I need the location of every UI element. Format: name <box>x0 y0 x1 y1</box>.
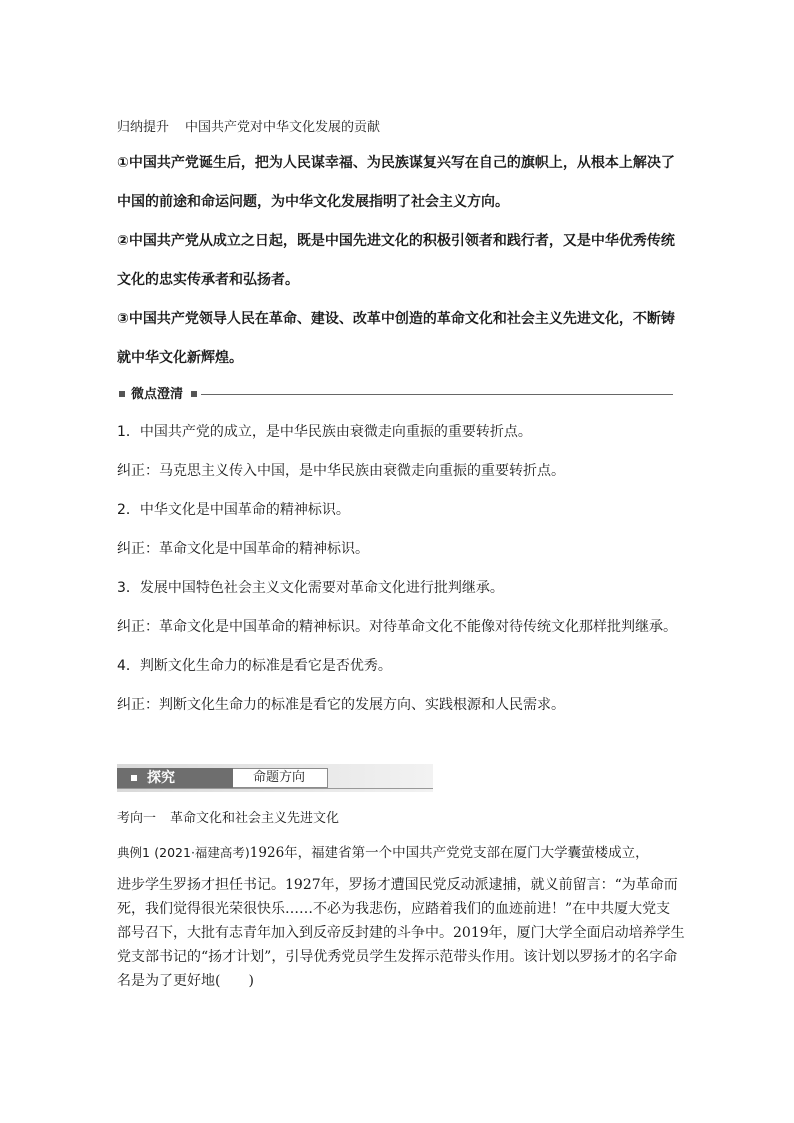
clarify-claim-3: 3．发展中国特色社会主义文化需要对革命文化进行批判继承。 <box>117 580 504 596</box>
clarify-section-header <box>117 385 673 405</box>
clarify-fix-1: 纠正：马克思主义传入中国，是中华民族由衰微走向重振的重要转折点。 <box>117 463 565 479</box>
summary-heading <box>117 118 380 138</box>
proposition-direction-tab <box>233 768 328 788</box>
summary-title: 中国共产党对中华文化发展的贡献 <box>185 120 381 135</box>
square-bullet-icon <box>131 775 137 781</box>
square-bullet-icon <box>191 391 197 397</box>
explore-tab-label: 探究 <box>147 770 175 786</box>
banner-baseline <box>117 788 433 789</box>
summary-point-2-line-1: ②中国共产党从成立之日起，既是中国先进文化的积极引领者和践行者，又是中华优秀传统 <box>117 233 675 249</box>
summary-point-1-line-2: 中国的前途和命运问题，为中华文化发展指明了社会主义方向。 <box>117 194 509 210</box>
summary-label: 归纳提升 <box>117 120 170 135</box>
explore-tab <box>117 768 233 788</box>
clarify-claim-2: 2．中华文化是中国革命的精神标识。 <box>117 502 350 518</box>
clarify-claim-1: 1．中国共产党的成立，是中华民族由衰微走向重振的重要转折点。 <box>117 424 532 440</box>
direction-heading <box>117 809 339 829</box>
divider-rule <box>201 394 673 395</box>
summary-point-3-line-1: ③中国共产党领导人民在革命、建设、改革中创造的革命文化和社会主义先进文化，不断铸 <box>117 311 675 327</box>
proposition-direction-label: 命题方向 <box>253 770 306 785</box>
example-line-4: 部号召下，大批有志青年加入到反帝反封建的斗争中。2019年，厦门大学全面启动培养学生 <box>117 925 685 941</box>
summary-point-3-line-2: 就中华文化新辉煌。 <box>117 350 243 366</box>
example-source: (2021·福建高考) <box>154 845 250 860</box>
clarify-fix-2: 纠正：革命文化是中国革命的精神标识。 <box>117 541 369 557</box>
direction-label: 考向一 <box>117 811 157 826</box>
example-label: 典例1 <box>117 845 150 860</box>
square-bullet-icon <box>119 391 125 397</box>
clarify-claim-4: 4．判断文化生命力的标准是看它是否优秀。 <box>117 658 392 674</box>
clarify-fix-3: 纠正：革命文化是中国革命的精神标识。对待革命文化不能像对待传统文化那样批判继承。 <box>117 619 677 635</box>
example-line-1 <box>117 843 677 863</box>
clarify-title: 微点澄清 <box>131 387 184 402</box>
example-line-3: 死，我们觉得很光荣很快乐……不必为我悲伤，应踏着我们的血迹前进！”在中共厦大党支 <box>117 901 671 917</box>
example-line-2: 进步学生罗扬才担任书记。1927年，罗扬才遭国民党反动派逮捕，就义前留言：“为革命而 <box>117 877 678 893</box>
example-text-1: 1926年，福建省第一个中国共产党党支部在厦门大学囊萤楼成立， <box>249 845 649 861</box>
example-line-5: 党支部书记的“扬才计划”，引导优秀党员学生发挥示范带头作用。该计划以罗扬才的名字命 <box>117 949 678 965</box>
summary-point-2-line-2: 文化的忠实传承者和弘扬者。 <box>117 272 299 288</box>
explore-banner <box>117 764 433 792</box>
example-line-6: 名是为了更好地( ) <box>117 973 254 989</box>
summary-point-1-line-1: ①中国共产党诞生后，把为人民谋幸福、为民族谋复兴写在自己的旗帜上，从根本上解决了 <box>117 155 675 171</box>
clarify-fix-4: 纠正：判断文化生命力的标准是看它的发展方向、实践根源和人民需求。 <box>117 697 565 713</box>
direction-title: 革命文化和社会主义先进文化 <box>170 811 340 826</box>
